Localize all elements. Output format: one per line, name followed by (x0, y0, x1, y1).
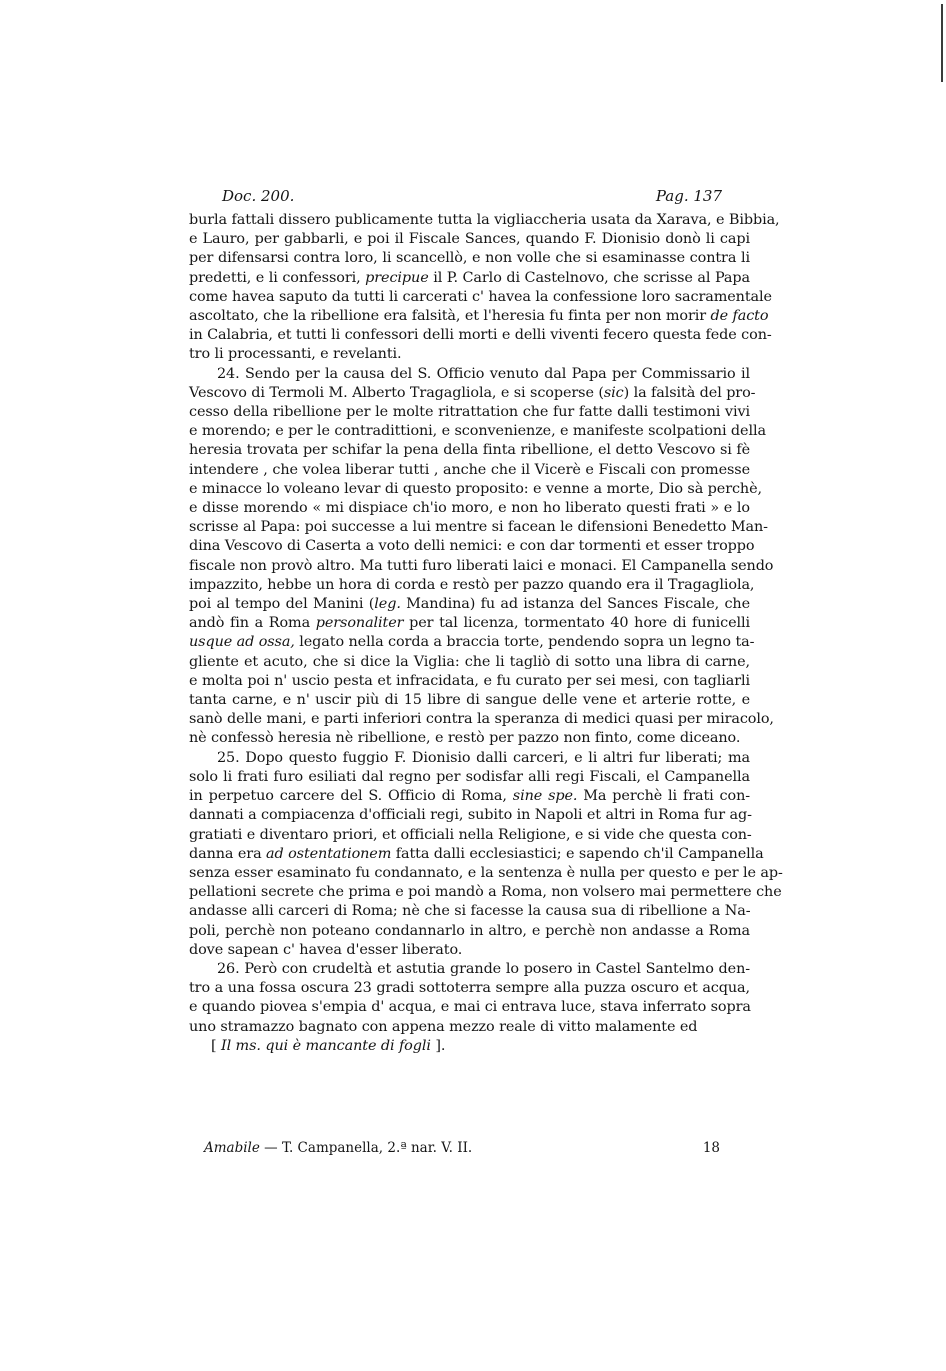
text-segment: Vescovo di Termoli M. Alberto Tragagliola, e si scoperse ( (189, 384, 604, 401)
text-segment: tanta carne, e n' uscir più di 15 libre di sangue delle vene et arterie rotte, e (189, 692, 750, 709)
text-segment: ]. (430, 1037, 446, 1054)
text-line (189, 883, 782, 902)
text-segment: pellationi secrete che prima e poi mandò a Roma, non volsero mai permettere che (189, 884, 782, 901)
text-segment: gratiati e diventaro priori, et officiali nella Religione, e si vide che questa con- (189, 826, 752, 843)
footer-signature: 18 (702, 1140, 720, 1156)
text-segment: legato nella corda a braccia torte, pendendo sopra un legno ta- (294, 634, 755, 651)
text-line (189, 576, 755, 595)
text-segment: andasse alli carceri di Roma; nè che si facesse la causa sua di ribellione a Na- (189, 903, 751, 920)
text-segment: e disse morendo « mi dispiace ch'io moro, e non ho liberato questi frati » e lo (189, 500, 750, 517)
text-line (189, 729, 750, 748)
text-segment: impazzito, hebbe un hora di corda e restò per pazzo quando era il Tragagliola, (189, 576, 755, 593)
text-line (189, 941, 750, 960)
text-segment: per difensarsi contra loro, li scancellò, e non volle che si esaminasse contra li (189, 250, 750, 267)
text-line (189, 633, 755, 652)
italic-text: leg. (374, 596, 401, 613)
text-segment: heresia trovata per schifar la pena della finta ribellione, el detto Vescovo si fè (189, 442, 750, 459)
text-segment: sanò delle mani, e parti inferiori contra la speranza di medici quasi per miracolo, (189, 711, 774, 728)
italic-text: sine spe. (512, 788, 578, 805)
text-segment: Mandina) fu ad istanza del Sances Fiscale, che (400, 596, 750, 613)
text-line (189, 864, 783, 883)
text-segment: danna era (189, 845, 267, 862)
text-segment: ascoltato, che la ribellione era falsità, et l'heresia fu finta per non morir (189, 308, 711, 325)
text-line (189, 595, 750, 614)
text-line (189, 403, 750, 422)
text-line (189, 979, 750, 998)
text-segment: e Lauro, per gabbarli, e poi il Fiscale Sances, quando F. Dionisio donò li capi (189, 231, 750, 248)
text-line (189, 768, 750, 787)
text-segment: dannati a compiacenza d'officiali regi, subito in Napoli et altri in Roma fur ag- (189, 807, 752, 824)
text-line (189, 499, 750, 518)
text-line (189, 710, 774, 729)
text-line (189, 230, 750, 249)
italic-text: Il ms. qui è mancante di fogli (221, 1037, 431, 1054)
text-line (189, 537, 755, 556)
text-line (189, 998, 750, 1017)
text-line (189, 749, 750, 768)
text-line (189, 345, 750, 364)
text-segment: 25. Dopo questo fuggio F. Dionisio dalli carceri, e li altri fur liberati; ma (217, 749, 750, 766)
text-segment: fiscale non provò altro. Ma tutti furo liberati laici e monaci. El Campanella sendo (189, 557, 774, 574)
text-segment: Ma perchè li frati con- (577, 788, 750, 805)
text-segment: in perpetuo carcere del S. Officio di Roma, (189, 788, 513, 805)
text-segment: il P. Carlo di Castelnovo, che scrisse al Papa (428, 269, 750, 286)
text-line (189, 1018, 750, 1037)
text-segment: tro a una fossa oscura 23 gradi sottoterra sempre alla puzza oscuro et acqua, (189, 980, 750, 997)
text-line (189, 787, 750, 806)
text-segment: senza esser esaminato fu condannato, e la sentenza è nulla per questo e per le ap- (189, 864, 783, 881)
italic-text: personaliter (315, 615, 404, 632)
text-segment: dove sapean c' havea d'esser liberato. (189, 941, 463, 958)
text-segment: 24. Sendo per la causa del S. Officio venuto dal Papa per Commissario il (217, 365, 750, 382)
text-segment: burla fattali dissero publicamente tutta la vigliaccheria usata da Xarava, e Bibbia, (189, 212, 780, 228)
text-line (189, 422, 766, 441)
italic-text: de facto (710, 308, 769, 325)
text-line (189, 461, 750, 480)
text-line (189, 441, 750, 460)
text-segment: intendere , che volea liberar tutti , anche che il Vicerè e Fiscali con promesse (189, 461, 750, 478)
text-segment: solo li frati furo esiliati dal regno per sodisfar alli regi Fiscali, el Campanella (189, 768, 750, 785)
italic-text: ad ostentationem (266, 845, 392, 862)
text-segment: in Calabria, et tutti li confessori delli morti e delli viventi fecero questa fede con- (189, 327, 772, 344)
running-head (222, 187, 722, 207)
text-line (189, 672, 750, 691)
text-segment: poli, perchè non poteano condannarlo in altro, e perchè non andasse a Roma (189, 922, 750, 939)
text-segment: [ (211, 1037, 221, 1054)
text-segment: dina Vescovo di Caserta a voto delli nemici: e con dar tormenti et esser troppo (189, 538, 755, 555)
text-segment: e quando piovea s'empia d' acqua, e mai ci entrava luce, stava inferrato sopra (189, 999, 751, 1016)
text-line (189, 211, 780, 230)
text-segment: andò fin a Roma (189, 615, 316, 632)
text-segment: gliente et acuto, che si dice la Viglia: che li tagliò di sotto una libra di carne, (189, 653, 750, 670)
text-segment: uno stramazzo bagnato con appena mezzo reale di vitto malamente ed (189, 1018, 698, 1035)
document-number: Doc. 200. (222, 187, 295, 205)
text-line (189, 557, 774, 576)
text-segment: scrisse al Papa: poi successe a lui mentre si facean le difensioni Benedetto Man- (189, 519, 768, 536)
page-number: Pag. 137 (655, 187, 722, 205)
text-line (189, 480, 762, 499)
text-segment: ) la falsità del pro- (623, 384, 756, 401)
text-segment: e morendo; e per le contradittioni, e sconvenienze, e manifeste scolpationi della (189, 423, 766, 440)
text-line (189, 384, 756, 403)
text-segment: tro li processanti, e revelanti. (189, 346, 402, 363)
footer-citation (204, 1140, 472, 1156)
text-segment: e molta poi n' uscio pesta et infracidata, e fu curato per sei mesi, con tagliarli (189, 672, 750, 689)
text-line (189, 288, 772, 307)
text-segment: fatta dalli ecclesiastici; e sapendo ch'il Campanella (391, 845, 764, 862)
text-line (189, 614, 750, 633)
text-line (189, 326, 772, 345)
text-segment: come havea saputo da tutti li carcerati c' havea la confessione loro sacramentale (189, 288, 772, 305)
text-line (189, 269, 750, 288)
text-line (189, 826, 750, 845)
page-footer (204, 1140, 720, 1160)
text-line (189, 902, 750, 921)
text-line (189, 307, 769, 326)
text-line (189, 518, 768, 537)
text-line (189, 691, 750, 710)
text-segment: predetti, e li confessori, (189, 269, 366, 286)
page-edge-mark (941, 4, 943, 82)
footer-author: Amabile (204, 1140, 260, 1156)
text-line (189, 1037, 750, 1056)
text-line (189, 249, 750, 268)
italic-text: precipue (365, 269, 429, 286)
text-line (189, 806, 750, 825)
text-segment: nè confessò heresia nè ribellione, e restò per pazzo non finto, come diceano. (189, 730, 741, 747)
text-segment: poi al tempo del Manini ( (189, 596, 375, 613)
body-text (189, 211, 783, 1056)
text-segment: e minacce lo voleano levar di questo proposito: e venne a morte, Dio sà perchè, (189, 480, 762, 497)
text-line (189, 960, 750, 979)
text-line (189, 653, 750, 672)
text-segment: per tal licenza, tormentato 40 hore di funicelli (403, 615, 750, 632)
text-line (189, 845, 764, 864)
text-line (189, 922, 750, 941)
text-segment: cesso della ribellione per le molte ritrattation che fur fatte dalli testimoni vivi (189, 404, 750, 421)
text-segment: 26. Però con crudeltà et astutia grande lo posero in Castel Santelmo den- (217, 960, 750, 977)
text-line (189, 365, 750, 384)
italic-text: sic (603, 384, 624, 401)
italic-text: usque ad ossa, (189, 634, 295, 651)
footer-title: — T. Campanella, 2.ª nar. V. II. (259, 1140, 473, 1156)
